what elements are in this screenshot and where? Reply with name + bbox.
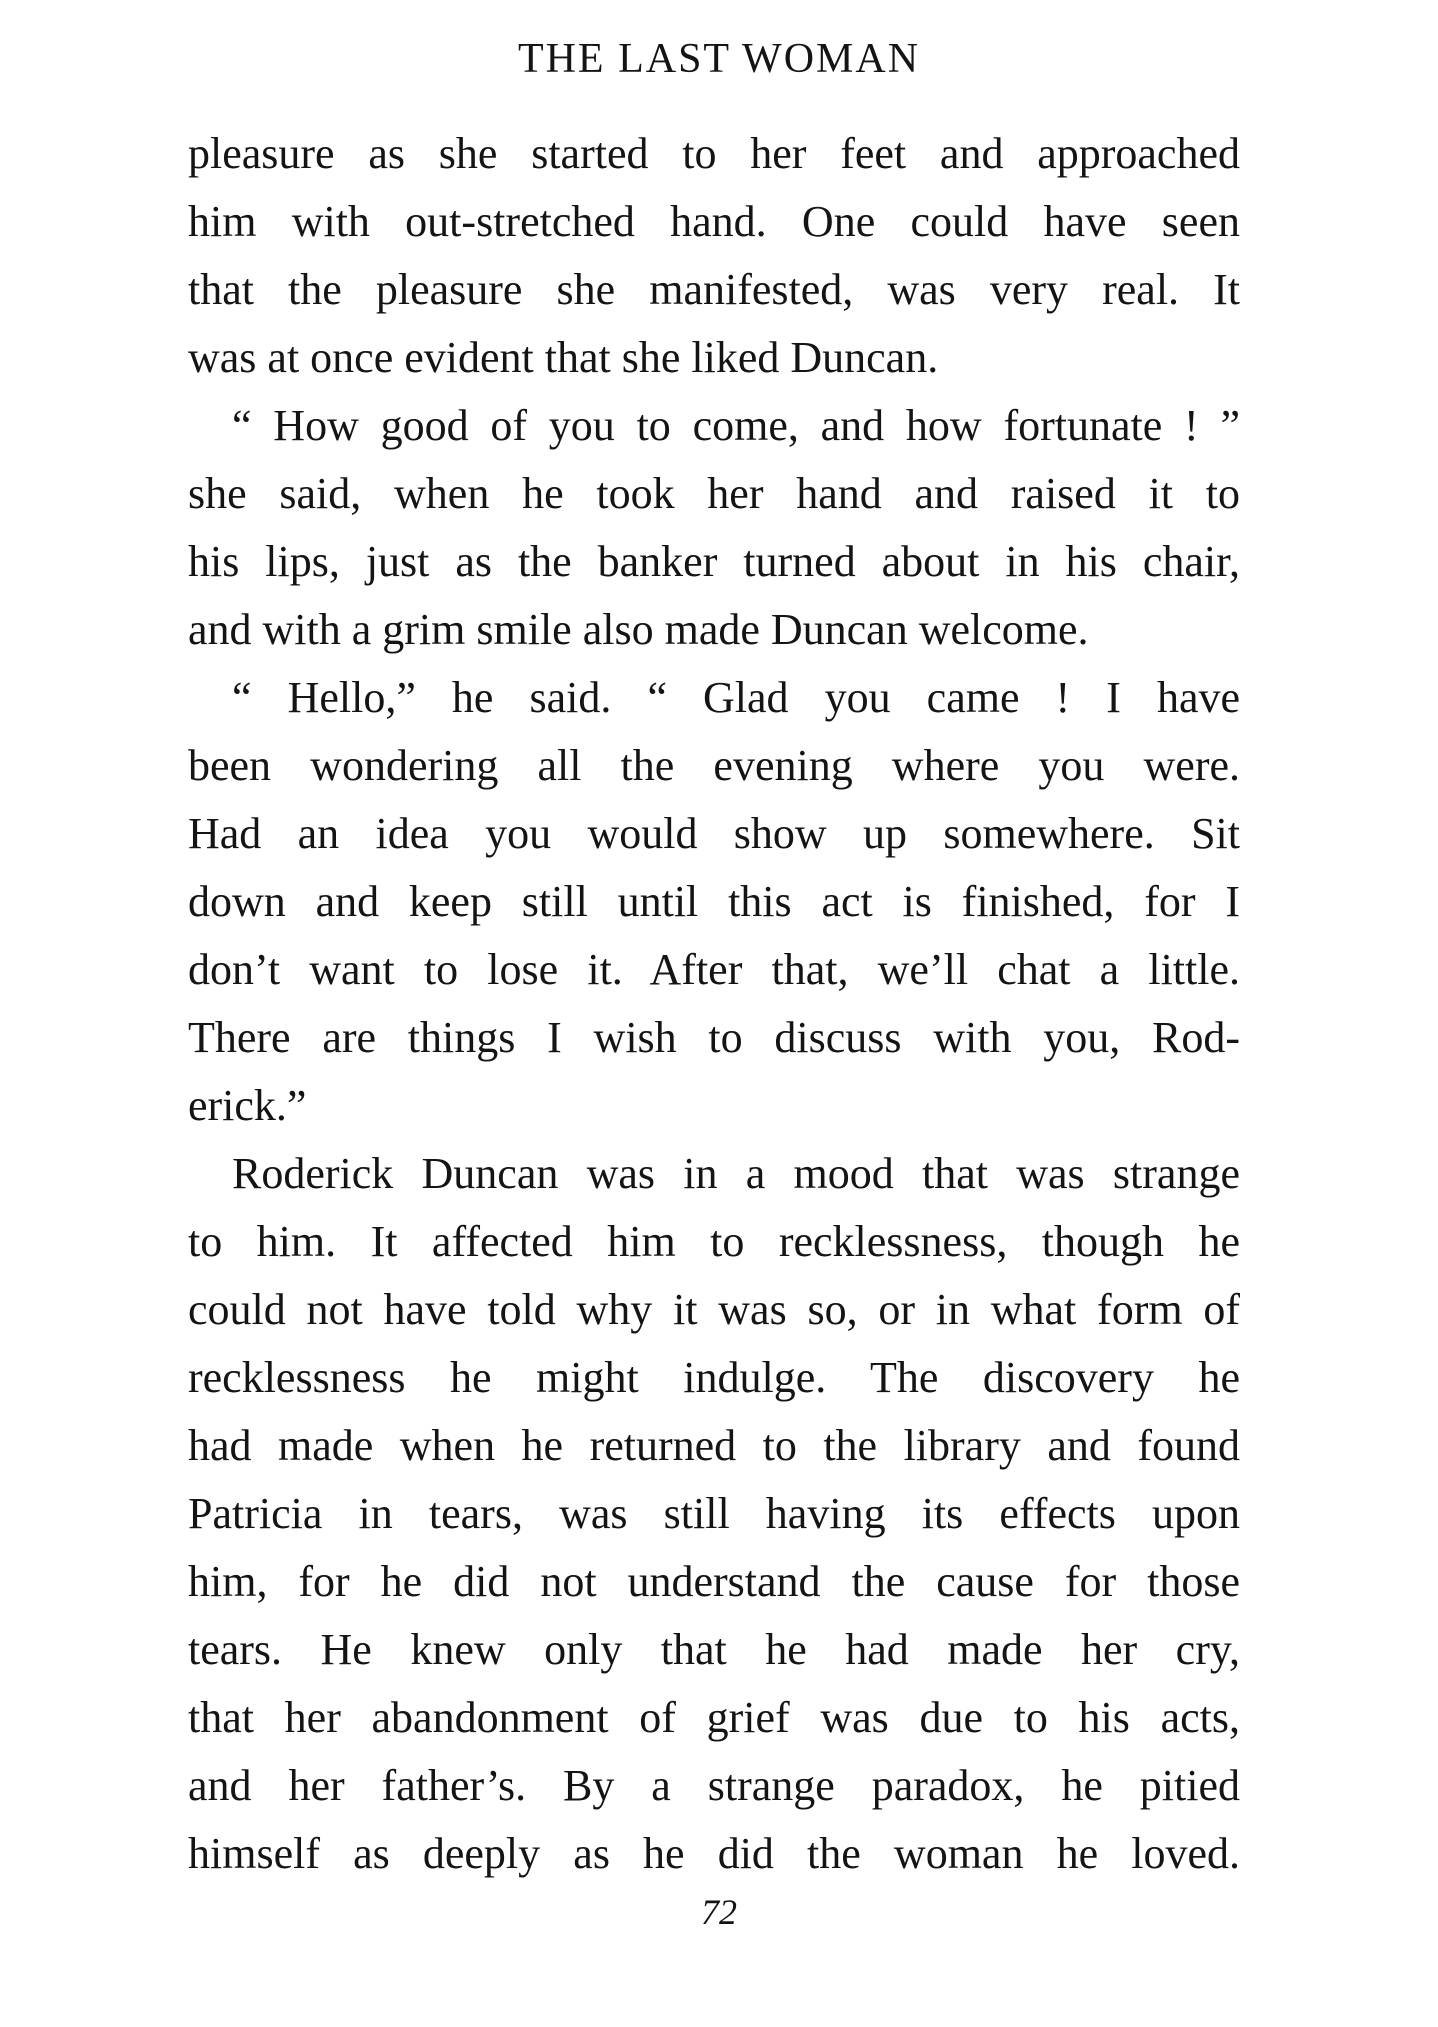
- text-line: him, for he did not understand the cause for those: [188, 1557, 1240, 1606]
- text-line: and her father’s. By a strange paradox, he pitied: [188, 1761, 1240, 1810]
- text-line: “ How good of you to come, and how fortunate ! ”: [232, 401, 1240, 450]
- text-line: she said, when he took her hand and raised it to: [188, 469, 1240, 518]
- text-line: Patricia in tears, was still having its effects upon: [188, 1489, 1240, 1538]
- text-line: don’t want to lose it. After that, we’ll chat a little.: [188, 945, 1240, 994]
- text-line: Roderick Duncan was in a mood that was strange: [232, 1149, 1240, 1198]
- text-line: pleasure as she started to her feet and approached: [188, 129, 1240, 178]
- text-line: tears. He knew only that he had made her cry,: [188, 1625, 1240, 1674]
- text-line: Had an idea you would show up somewhere. Sit: [188, 809, 1240, 858]
- text-line: to him. It affected him to recklessness, though he: [188, 1217, 1240, 1266]
- text-line: and with a grim smile also made Duncan welcome.: [188, 605, 1089, 654]
- text-line: was at once evident that she liked Duncan.: [188, 333, 939, 382]
- text-line: “ Hello,” he said. “ Glad you came ! I have: [232, 673, 1240, 722]
- running-head: THE LAST WOMAN: [517, 36, 921, 82]
- text-line: erick.”: [188, 1081, 307, 1130]
- text-line: himself as deeply as he did the woman he loved.: [188, 1829, 1240, 1878]
- text-line: could not have told why it was so, or in what form of: [188, 1285, 1240, 1334]
- page-number: 72: [701, 1892, 737, 1932]
- text-line: that her abandonment of grief was due to his acts,: [188, 1693, 1240, 1742]
- text-line: down and keep still until this act is finished, for I: [188, 877, 1240, 926]
- body-text: [188, 120, 1240, 1888]
- text-line: that the pleasure she manifested, was very real. It: [188, 265, 1240, 314]
- text-line: recklessness he might indulge. The discovery he: [188, 1353, 1240, 1402]
- text-line: had made when he returned to the library and found: [188, 1421, 1240, 1470]
- text-line: been wondering all the evening where you were.: [188, 741, 1240, 790]
- text-line: him with out-stretched hand. One could have seen: [188, 197, 1240, 246]
- text-line: There are things I wish to discuss with you, Rod-: [188, 1013, 1240, 1062]
- text-line: his lips, just as the banker turned about in his chair,: [188, 537, 1240, 586]
